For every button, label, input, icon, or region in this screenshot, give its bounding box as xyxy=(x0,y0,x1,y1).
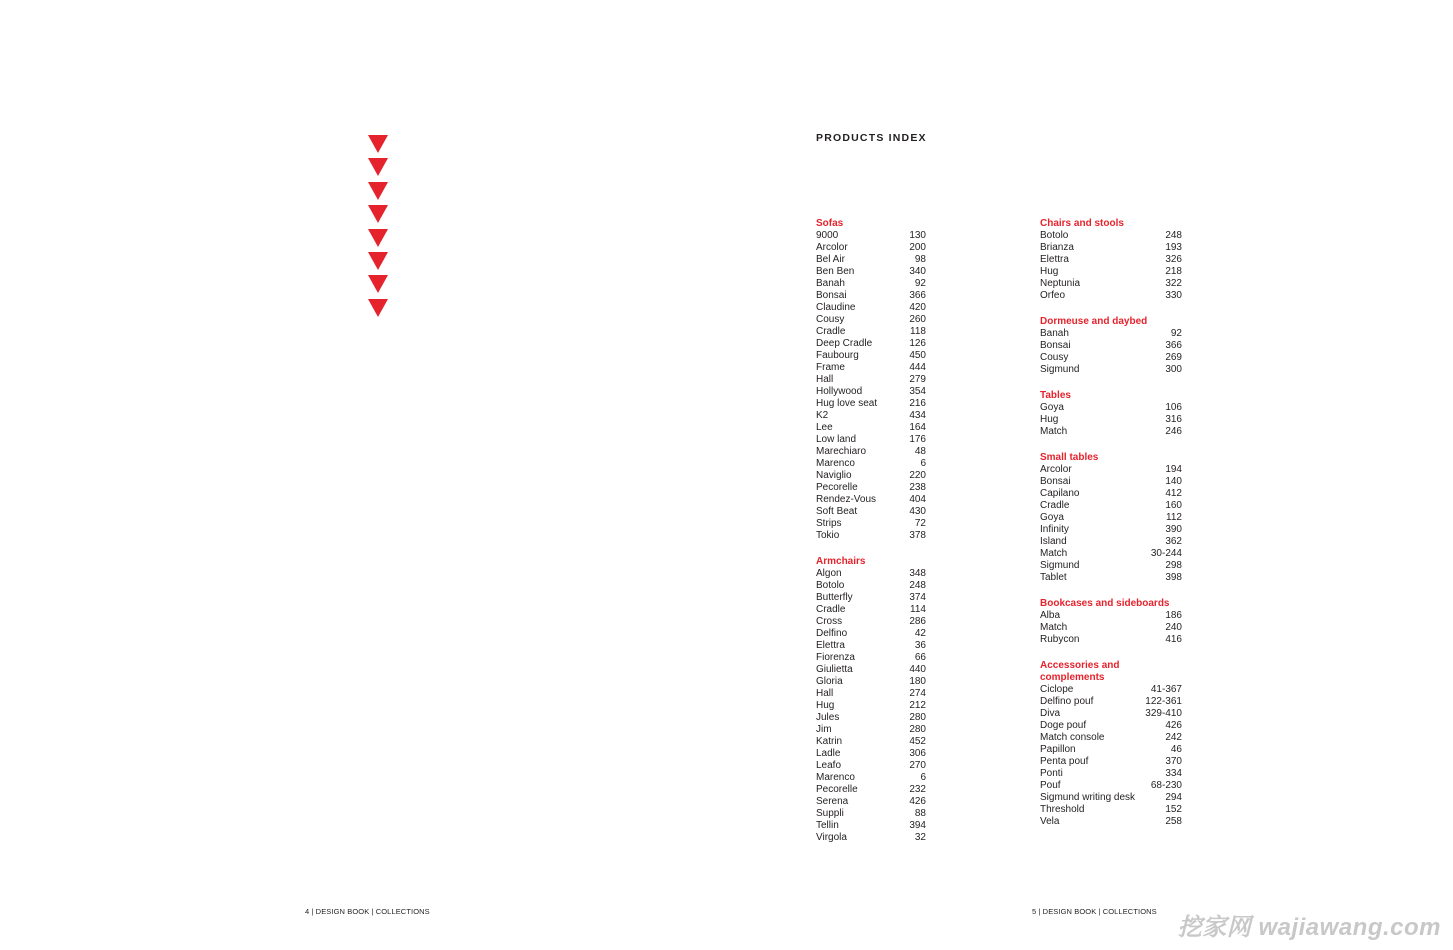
product-name: Marenco xyxy=(816,772,855,783)
page-number: 366 xyxy=(909,290,926,301)
page-number: 340 xyxy=(909,266,926,277)
index-entry xyxy=(1040,340,1182,352)
index-entry xyxy=(1040,242,1182,254)
section-heading: Tables xyxy=(1040,390,1071,401)
page-number: 212 xyxy=(909,700,926,711)
index-entry xyxy=(816,470,926,482)
page-number: 194 xyxy=(1165,464,1182,475)
product-name: Banah xyxy=(1040,328,1069,339)
index-entry xyxy=(816,230,926,242)
index-entry xyxy=(1040,476,1182,488)
index-entry xyxy=(1040,610,1182,622)
index-entry xyxy=(816,242,926,254)
page-number: 279 xyxy=(909,374,926,385)
page-number: 106 xyxy=(1165,402,1182,413)
product-name: Hug xyxy=(1040,414,1059,425)
product-name: Match console xyxy=(1040,732,1105,743)
product-name: Goya xyxy=(1040,402,1064,413)
page-number: 200 xyxy=(909,242,926,253)
product-name: Cradle xyxy=(816,604,846,615)
product-name: Island xyxy=(1040,536,1067,547)
page-number: 298 xyxy=(1165,560,1182,571)
page-number: 92 xyxy=(914,278,926,289)
product-name: Deep Cradle xyxy=(816,338,873,349)
page-number: 30-244 xyxy=(1150,548,1182,559)
product-name: Faubourg xyxy=(816,350,859,361)
index-entry xyxy=(1040,622,1182,634)
page-number: 316 xyxy=(1165,414,1182,425)
product-name: Tablet xyxy=(1040,572,1067,583)
index-entry xyxy=(816,326,926,338)
index-entry xyxy=(816,386,926,398)
page-number: 434 xyxy=(909,410,926,421)
index-entry xyxy=(816,724,926,736)
down-triangle-icon xyxy=(368,275,388,293)
product-name: Gloria xyxy=(816,676,843,687)
index-entry xyxy=(1040,512,1182,524)
page-number: 258 xyxy=(1165,816,1182,827)
page-number: 180 xyxy=(909,676,926,687)
page-number: 42 xyxy=(914,628,926,639)
index-entry xyxy=(1040,278,1182,290)
index-entry xyxy=(816,784,926,796)
index-column-left xyxy=(816,218,926,858)
index-entry xyxy=(816,652,926,664)
index-entry xyxy=(1040,744,1182,756)
index-entry xyxy=(816,616,926,628)
index-entry xyxy=(816,302,926,314)
page-number: 452 xyxy=(909,736,926,747)
index-entry xyxy=(1040,548,1182,560)
index-entry xyxy=(816,820,926,832)
index-entry xyxy=(816,628,926,640)
index-entry xyxy=(816,482,926,494)
product-name: Bonsai xyxy=(1040,340,1071,351)
page-number: 348 xyxy=(909,568,926,579)
index-section xyxy=(1040,390,1182,438)
page-number: 92 xyxy=(1170,328,1182,339)
down-triangle-icon xyxy=(368,299,388,317)
page-number: 242 xyxy=(1165,732,1182,743)
product-name: Match xyxy=(1040,426,1068,437)
product-name: Elettra xyxy=(1040,254,1069,265)
page-number: 220 xyxy=(909,470,926,481)
page-number: 440 xyxy=(909,664,926,675)
page-number: 216 xyxy=(909,398,926,409)
product-name: Arcolor xyxy=(816,242,848,253)
page-number: 300 xyxy=(1165,364,1182,375)
product-name: Serena xyxy=(816,796,849,807)
down-triangle-icon xyxy=(368,182,388,200)
product-name: Bel Air xyxy=(816,254,845,265)
product-name: Frame xyxy=(816,362,845,373)
index-entry xyxy=(1040,684,1182,696)
index-entry xyxy=(816,314,926,326)
product-name: Rendez-Vous xyxy=(816,494,877,505)
index-entry xyxy=(1040,254,1182,266)
index-entry xyxy=(1040,266,1182,278)
index-entry xyxy=(816,832,926,844)
product-name: 9000 xyxy=(816,230,839,241)
page-number: 326 xyxy=(1165,254,1182,265)
product-name: Jules xyxy=(816,712,840,723)
index-entry xyxy=(1040,464,1182,476)
product-name: Tokio xyxy=(816,530,840,541)
index-entry xyxy=(1040,792,1182,804)
page-number: 370 xyxy=(1165,756,1182,767)
page-number: 274 xyxy=(909,688,926,699)
index-entry xyxy=(1040,634,1182,646)
page-number: 66 xyxy=(914,652,926,663)
product-name: Vela xyxy=(1040,816,1060,827)
down-triangle-icon xyxy=(368,252,388,270)
index-entry xyxy=(816,278,926,290)
page-number: 6 xyxy=(920,772,926,783)
page-number: 412 xyxy=(1165,488,1182,499)
product-name: Diva xyxy=(1040,708,1061,719)
index-entry xyxy=(816,664,926,676)
index-entry xyxy=(816,290,926,302)
index-entry xyxy=(816,604,926,616)
page-number: 450 xyxy=(909,350,926,361)
index-entry xyxy=(816,338,926,350)
page-number: 118 xyxy=(910,326,926,337)
product-name: Papillon xyxy=(1040,744,1076,755)
index-entry xyxy=(816,640,926,652)
product-name: Hall xyxy=(816,688,834,699)
index-entry xyxy=(816,434,926,446)
index-entry xyxy=(1040,708,1182,720)
index-entry xyxy=(1040,364,1182,376)
index-entry xyxy=(816,446,926,458)
index-entry xyxy=(816,362,926,374)
page-number: 426 xyxy=(1165,720,1182,731)
page-number: 240 xyxy=(1165,622,1182,633)
index-section xyxy=(1040,452,1182,584)
page-number: 444 xyxy=(909,362,926,373)
index-entry xyxy=(816,410,926,422)
product-name: Ciclope xyxy=(1040,684,1074,695)
page-number: 330 xyxy=(1165,290,1182,301)
index-entry xyxy=(816,350,926,362)
product-name: Goya xyxy=(1040,512,1064,523)
page-number: 270 xyxy=(909,760,926,771)
index-section xyxy=(816,218,926,542)
down-triangle-icon xyxy=(368,135,388,153)
page-number: 218 xyxy=(1165,266,1182,277)
product-name: Jim xyxy=(816,724,832,735)
index-entry xyxy=(1040,732,1182,744)
product-name: Sigmund xyxy=(1040,364,1080,375)
product-name: K2 xyxy=(816,410,829,421)
index-entry xyxy=(1040,756,1182,768)
index-entry xyxy=(1040,524,1182,536)
down-triangle-icon xyxy=(368,205,388,223)
index-entry xyxy=(1040,414,1182,426)
index-entry xyxy=(1040,402,1182,414)
page-number: 122-361 xyxy=(1145,696,1182,707)
page-number: 362 xyxy=(1165,536,1182,547)
product-name: Threshold xyxy=(1040,804,1085,815)
index-entry xyxy=(816,518,926,530)
section-heading: Armchairs xyxy=(816,556,866,567)
index-entry xyxy=(1040,780,1182,792)
product-name: Virgola xyxy=(816,832,847,843)
product-name: Giulietta xyxy=(816,664,853,675)
product-name: Capilano xyxy=(1040,488,1080,499)
index-entry xyxy=(816,796,926,808)
index-entry xyxy=(816,568,926,580)
index-entry xyxy=(1040,536,1182,548)
page-number: 246 xyxy=(1165,426,1182,437)
page-number: 334 xyxy=(1165,768,1182,779)
page-number: 398 xyxy=(1165,572,1182,583)
product-name: Infinity xyxy=(1040,524,1069,535)
product-name: Cradle xyxy=(1040,500,1070,511)
index-section xyxy=(1040,598,1182,646)
page-number: 36 xyxy=(914,640,926,651)
product-name: Hug xyxy=(816,700,835,711)
index-entry xyxy=(1040,500,1182,512)
product-name: Match xyxy=(1040,548,1068,559)
product-name: Delfino xyxy=(816,628,848,639)
page-number: 430 xyxy=(909,506,926,517)
index-entry xyxy=(816,772,926,784)
section-heading: Chairs and stools xyxy=(1040,218,1124,229)
down-triangle-icon xyxy=(368,158,388,176)
product-name: Cradle xyxy=(816,326,846,337)
page-number: 378 xyxy=(909,530,926,541)
page-number: 41-367 xyxy=(1150,684,1182,695)
page-number: 322 xyxy=(1165,278,1182,289)
index-entry xyxy=(1040,560,1182,572)
index-entry xyxy=(1040,488,1182,500)
product-name: Pecorelle xyxy=(816,784,858,795)
index-entry xyxy=(1040,696,1182,708)
product-name: Doge pouf xyxy=(1040,720,1087,731)
product-name: Low land xyxy=(816,434,857,445)
index-section xyxy=(1040,660,1182,828)
page-number: 32 xyxy=(914,832,926,843)
product-name: Alba xyxy=(1040,610,1061,621)
page-number: 426 xyxy=(909,796,926,807)
page-number: 130 xyxy=(909,230,926,241)
product-name: Banah xyxy=(816,278,845,289)
page-number: 420 xyxy=(909,302,926,313)
index-section xyxy=(1040,218,1182,302)
page-number: 6 xyxy=(920,458,926,469)
index-entry xyxy=(1040,352,1182,364)
index-entry xyxy=(1040,290,1182,302)
index-column-right xyxy=(1040,218,1182,842)
product-name: Cross xyxy=(816,616,843,627)
product-name: Bonsai xyxy=(816,290,847,301)
watermark: 挖家网 wajiawang.com xyxy=(1177,914,1441,941)
page-number: 193 xyxy=(1165,242,1182,253)
index-entry xyxy=(816,506,926,518)
index-entry xyxy=(816,592,926,604)
down-triangle-icon xyxy=(368,229,388,247)
product-name: Ben Ben xyxy=(816,266,855,277)
page-number: 176 xyxy=(909,434,926,445)
product-name: Match xyxy=(1040,622,1068,633)
footer-left: 4 | DESIGN BOOK | COLLECTIONS xyxy=(305,907,430,916)
page-number: 48 xyxy=(914,446,926,457)
product-name: Tellin xyxy=(816,820,839,831)
index-section xyxy=(1040,316,1182,376)
page-number: 98 xyxy=(914,254,926,265)
product-name: Naviglio xyxy=(816,470,852,481)
index-entry xyxy=(816,580,926,592)
product-name: Fiorenza xyxy=(816,652,855,663)
product-name: Claudine xyxy=(816,302,856,313)
page-number: 280 xyxy=(909,712,926,723)
page-number: 160 xyxy=(1165,500,1182,511)
index-entry xyxy=(816,266,926,278)
product-name: Butterfly xyxy=(816,592,853,603)
product-name: Lee xyxy=(816,422,833,433)
product-name: Sigmund writing desk xyxy=(1040,792,1136,803)
page-number: 286 xyxy=(909,616,926,627)
product-name: Botolo xyxy=(1040,230,1069,241)
page-number: 394 xyxy=(909,820,926,831)
product-name: Rubycon xyxy=(1040,634,1080,645)
index-section xyxy=(816,556,926,844)
section-heading: Accessories and complements xyxy=(1040,660,1120,683)
index-entry xyxy=(816,736,926,748)
product-name: Katrin xyxy=(816,736,843,747)
page-number: 248 xyxy=(909,580,926,591)
triangle-stack xyxy=(368,135,390,322)
product-name: Ladle xyxy=(816,748,841,759)
product-name: Strips xyxy=(816,518,842,529)
page-number: 140 xyxy=(1165,476,1182,487)
page-number: 126 xyxy=(909,338,926,349)
product-name: Penta pouf xyxy=(1040,756,1089,767)
product-name: Leafo xyxy=(816,760,842,771)
product-name: Suppli xyxy=(816,808,844,819)
index-entry xyxy=(816,374,926,386)
index-entry xyxy=(816,688,926,700)
page-number: 306 xyxy=(909,748,926,759)
product-name: Pouf xyxy=(1040,780,1061,791)
page-number: 72 xyxy=(914,518,926,529)
product-name: Soft Beat xyxy=(816,506,858,517)
section-heading: Small tables xyxy=(1040,452,1099,463)
page-number: 112 xyxy=(1166,512,1182,523)
index-entry xyxy=(1040,230,1182,242)
index-entry xyxy=(1040,572,1182,584)
index-entry xyxy=(816,748,926,760)
product-name: Hollywood xyxy=(816,386,863,397)
index-entry xyxy=(816,760,926,772)
product-name: Orfeo xyxy=(1040,290,1066,301)
product-name: Bonsai xyxy=(1040,476,1071,487)
page-number: 416 xyxy=(1165,634,1182,645)
index-entry xyxy=(1040,426,1182,438)
section-heading: Sofas xyxy=(816,218,844,229)
page-title: PRODUCTS INDEX xyxy=(816,132,927,144)
section-heading: Dormeuse and daybed xyxy=(1040,316,1148,327)
product-name: Delfino pouf xyxy=(1040,696,1094,707)
index-entry xyxy=(1040,804,1182,816)
product-name: Marechiaro xyxy=(816,446,867,457)
product-name: Cousy xyxy=(1040,352,1069,363)
index-entry xyxy=(816,494,926,506)
page-number: 260 xyxy=(909,314,926,325)
page-number: 269 xyxy=(1165,352,1182,363)
index-entry xyxy=(1040,720,1182,732)
page-number: 164 xyxy=(909,422,926,433)
page-number: 186 xyxy=(1165,610,1182,621)
page-number: 354 xyxy=(909,386,926,397)
page-number: 294 xyxy=(1165,792,1182,803)
product-name: Pecorelle xyxy=(816,482,858,493)
product-name: Algon xyxy=(816,568,842,579)
index-entry xyxy=(1040,768,1182,780)
index-entry xyxy=(1040,816,1182,828)
page-number: 390 xyxy=(1165,524,1182,535)
product-name: Neptunia xyxy=(1040,278,1081,289)
page-number: 366 xyxy=(1165,340,1182,351)
product-name: Botolo xyxy=(816,580,845,591)
index-entry xyxy=(816,700,926,712)
product-name: Arcolor xyxy=(1040,464,1072,475)
index-entry xyxy=(816,398,926,410)
page-number: 329-410 xyxy=(1145,708,1182,719)
page-number: 46 xyxy=(1170,744,1182,755)
product-name: Hug xyxy=(1040,266,1059,277)
index-entry xyxy=(816,254,926,266)
product-name: Cousy xyxy=(816,314,845,325)
index-entry xyxy=(816,422,926,434)
product-name: Brianza xyxy=(1040,242,1074,253)
page-number: 232 xyxy=(909,784,926,795)
index-entry xyxy=(816,712,926,724)
product-name: Hug love seat xyxy=(816,398,878,409)
page-number: 280 xyxy=(909,724,926,735)
index-entry xyxy=(816,808,926,820)
page-number: 114 xyxy=(910,604,926,615)
page-number: 68-230 xyxy=(1150,780,1182,791)
page-number: 152 xyxy=(1165,804,1182,815)
page-number: 88 xyxy=(914,808,926,819)
page-number: 248 xyxy=(1165,230,1182,241)
index-entry xyxy=(816,676,926,688)
product-name: Elettra xyxy=(816,640,845,651)
index-entry xyxy=(1040,328,1182,340)
index-entry xyxy=(816,458,926,470)
index-entry xyxy=(816,530,926,542)
footer-right: 5 | DESIGN BOOK | COLLECTIONS xyxy=(1032,907,1157,916)
product-name: Ponti xyxy=(1040,768,1063,779)
product-name: Marenco xyxy=(816,458,855,469)
page-number: 238 xyxy=(909,482,926,493)
product-name: Sigmund xyxy=(1040,560,1080,571)
page-number: 374 xyxy=(909,592,926,603)
page-number: 404 xyxy=(909,494,926,505)
section-heading: Bookcases and sideboards xyxy=(1040,598,1170,609)
product-name: Hall xyxy=(816,374,834,385)
